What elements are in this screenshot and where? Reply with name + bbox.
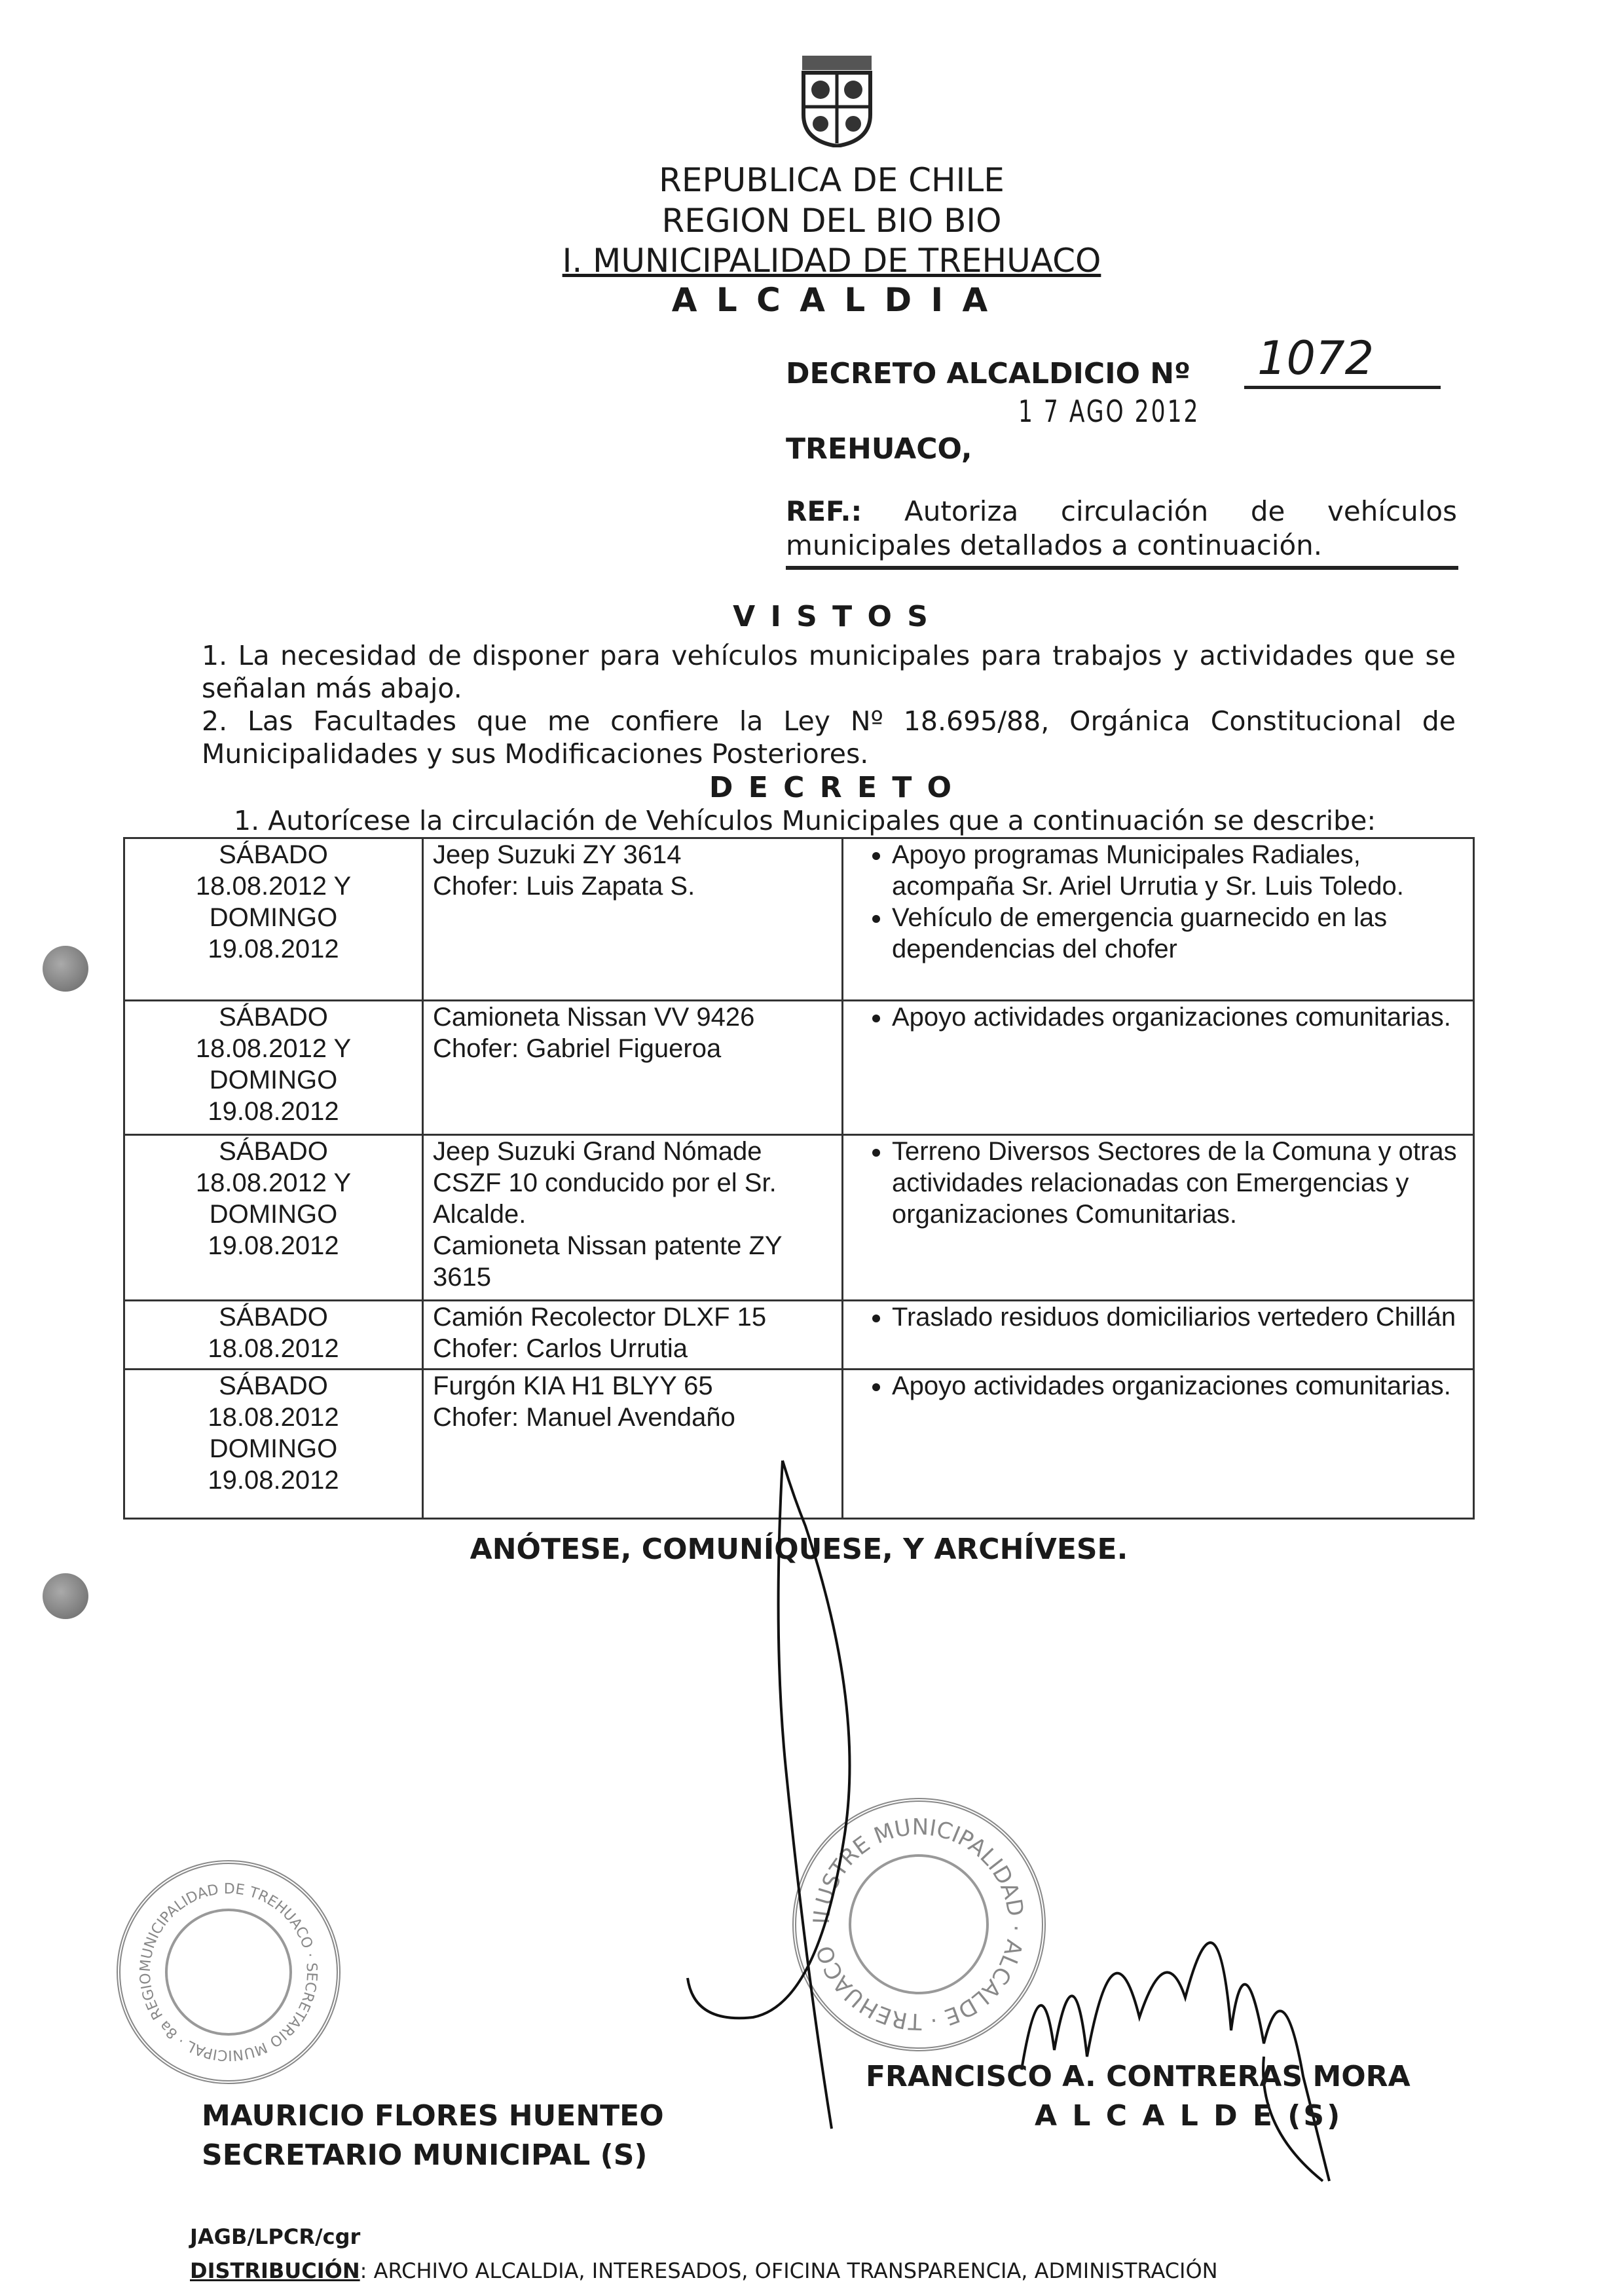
activity-item: • Apoyo programas Municipales Radiales, acompaña Sr. Ariel Urrutia y Sr. Luis Toledo. <box>892 839 1464 902</box>
vehicle-line: Camioneta Nissan patente ZY 3615 <box>433 1231 782 1292</box>
decree-label: DECRETO ALCALDICIO Nº <box>786 357 1190 390</box>
stamp-text: ILUSTRE MUNICIPALIDAD · ALCALDE · TREHUACO <box>808 1814 1029 2035</box>
date-line: DOMINGO <box>209 903 338 932</box>
vehicle-line: Chofer: Manuel Avendaño <box>433 1403 735 1432</box>
mayor-name: FRANCISCO A. CONTRERAS MORA <box>866 2060 1411 2093</box>
vistos-item-2: 2. Las Facultades que me confiere la Ley Nº 18.695/88, Orgánica Constitucional de Municipalidades y sus Modificaciones Posteriores. <box>202 705 1456 770</box>
activity-item: • Vehículo de emergencia guarnecido en las dependencias del chofer <box>892 902 1464 965</box>
header-region: REGION DEL BIO BIO <box>661 202 1002 240</box>
date-line: 19.08.2012 <box>208 935 339 963</box>
date-line: DOMINGO <box>209 1066 338 1094</box>
distribution <box>190 2258 1218 2284</box>
activity-item: • Apoyo actividades organizaciones comunitarias. <box>892 1370 1464 1402</box>
date-line: 18.08.2012 <box>208 1403 339 1432</box>
mayor-title: A L C A L D E (S) <box>1035 2099 1343 2133</box>
distribution-label: DISTRIBUCIÓN <box>190 2258 360 2283</box>
vehicle-line: Chofer: Carlos Urrutia <box>433 1334 688 1363</box>
vehicle-line: Camión Recolector DLXF 15 <box>433 1303 767 1332</box>
ref-text: Autoriza circulación de vehículos municipales detallados a continuación. <box>786 495 1457 561</box>
date-line: SÁBADO <box>219 1371 328 1400</box>
date-line: SÁBADO <box>219 1137 328 1166</box>
date-line: SÁBADO <box>219 1303 328 1332</box>
decreto-intro: 1. Autorícese la circulación de Vehículos Municipales que a continuación se describe: <box>234 805 1376 836</box>
decree-number: 1072 <box>1244 331 1441 389</box>
vehicle-line: Furgón KIA H1 BLYY 65 <box>433 1371 713 1400</box>
activity-item: • Terreno Diversos Sectores de la Comuna y otras actividades relacionadas con Emergencias y organizaciones Comunitarias. <box>892 1136 1464 1230</box>
decreto-title: D E C R E T O <box>709 771 955 804</box>
distribution-text: : ARCHIVO ALCALDIA, INTERESADOS, OFICINA TRANSPARENCIA, ADMINISTRACIÓN <box>360 2258 1218 2283</box>
header-alcaldia: A L C A L D I A <box>671 281 992 319</box>
secretary-title: SECRETARIO MUNICIPAL (S) <box>202 2138 648 2172</box>
date-line: 19.08.2012 <box>208 1466 339 1495</box>
vehicle-line: Jeep Suzuki Grand Nómade CSZF 10 conducido por el Sr. Alcalde. <box>433 1137 777 1229</box>
date-line: 18.08.2012 Y <box>195 1034 352 1063</box>
stamp-text: MUNICIPALIDAD DE TREHUACO · SECRETARIO MUNICIPAL · 8a REGIO <box>137 1880 320 2064</box>
date-line: 19.08.2012 <box>208 1231 339 1260</box>
date-line: 18.08.2012 <box>208 1334 339 1363</box>
activity-item: • Apoyo actividades organizaciones comunitarias. <box>892 1001 1464 1033</box>
initials: JAGB/LPCR/cgr <box>190 2224 361 2249</box>
date-line: DOMINGO <box>209 1200 338 1229</box>
secretary-name: MAURICIO FLORES HUENTEO <box>202 2099 664 2133</box>
vehicle-line: Chofer: Gabriel Figueroa <box>433 1034 722 1063</box>
date-line: SÁBADO <box>219 1003 328 1032</box>
date-line: SÁBADO <box>219 840 328 869</box>
activity-item: • Traslado residuos domiciliarios vertedero Chillán <box>892 1301 1464 1333</box>
vehicle-line: Jeep Suzuki ZY 3614 <box>433 840 682 869</box>
closing-formula: ANÓTESE, COMUNÍQUESE, Y ARCHÍVESE. <box>470 1533 1128 1566</box>
vehicle-line: Camioneta Nissan VV 9426 <box>433 1003 755 1032</box>
date-line: DOMINGO <box>209 1434 338 1463</box>
vistos-item-1: 1. La necesidad de disponer para vehículos municipales para trabajos y actividades que se señalan más abajo. <box>202 640 1456 704</box>
date-stamp: 1 7 AGO 2012 <box>1018 394 1200 429</box>
place: TREHUACO, <box>786 432 972 466</box>
header-municipality: I. MUNICIPALIDAD DE TREHUACO <box>562 242 1101 280</box>
date-line: 18.08.2012 Y <box>195 872 352 901</box>
vehicle-line: Chofer: Luis Zapata S. <box>433 872 695 901</box>
header-republic: REPUBLICA DE CHILE <box>659 161 1005 199</box>
ref-label: REF.: <box>786 495 862 527</box>
date-line: 18.08.2012 Y <box>195 1168 352 1197</box>
vistos-title: V I S T O S <box>733 600 931 633</box>
date-line: 19.08.2012 <box>208 1097 339 1126</box>
